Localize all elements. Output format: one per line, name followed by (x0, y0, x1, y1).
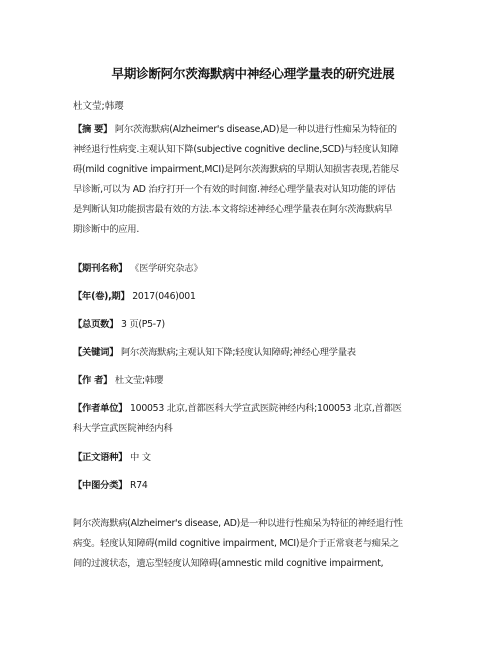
field-value: 杜文莹;韩璎 (114, 375, 164, 386)
field-authors (73, 371, 433, 391)
field-language (73, 448, 433, 468)
abstract (73, 120, 433, 240)
field-journal (73, 259, 433, 279)
abstract-text: 阿尔茨海默病(Alzheimer's disease,AD)是一种以进行性痴呆为特征的 (114, 124, 397, 135)
abstract-line: 神经退行性病变.主观认知下降(subjective cognitive decline,SCD)与轻度认知障 (73, 144, 399, 155)
abstract-line: 是判断认知功能损害最有效的方法.本文将综述神经心理学量表在阿尔茨海默病早 (73, 204, 393, 215)
field-label: 【正文语种】 (73, 452, 128, 463)
body-text (73, 514, 433, 574)
body-line: 间的过渡状态，遗忘型轻度认知障碍(amnestic mild cognitive impairment, (73, 558, 384, 569)
body-line: 病变。轻度认知障碍(mild cognitive impairment, MCI)是介于正常衰老与痴呆之 (73, 538, 399, 549)
field-label: 【期刊名称】 (73, 263, 128, 274)
abstract-line: 碍(mild cognitive impairment,MCI)是阿尔茨海默病的早期认知损害表现,若能尽 (73, 164, 399, 175)
document-authors: 杜文莹;韩璎 (73, 101, 124, 112)
field-label: 【年(卷),期】 (73, 291, 130, 302)
document-title: 早期诊断阿尔茨海默病中神经心理学量表的研究进展 (111, 66, 395, 81)
abstract-line (73, 120, 433, 140)
field-value: 《医学研究杂志》 (130, 263, 203, 274)
field-label: 【作者单位】 (73, 403, 128, 414)
field-label: 【关键词】 (73, 347, 119, 358)
field-keywords (73, 343, 433, 363)
field-label: 【作 者】 (73, 375, 113, 386)
field-label: 【中图分类】 (73, 480, 128, 491)
body-line: 阿尔茨海默病(Alzheimer's disease, AD)是一种以进行性痴呆为特征的神经退行性 (73, 518, 403, 529)
field-classification (73, 476, 433, 496)
field-volume (73, 287, 433, 307)
field-value: 科大学宣武医院神经内科 (73, 423, 173, 434)
field-value: R74 (130, 480, 148, 491)
abstract-line: 期诊断中的应用. (73, 224, 140, 235)
abstract-line: 早诊断,可以为 AD 治疗打开一个有效的时间窗.神经心理学量表对认知功能的评估 (73, 184, 396, 195)
field-affiliation (73, 399, 433, 439)
field-value: 2017(046)001 (132, 291, 196, 302)
field-value: 100053 北京,首都医科大学宣武医院神经内科;100053 北京,首都医 (130, 403, 402, 414)
field-label: 【总页数】 (73, 319, 119, 330)
abstract-label: 【摘 要】 (73, 124, 113, 135)
field-value: 3 页(P5-7) (120, 319, 165, 330)
field-value: 阿尔茨海默病;主观认知下降;轻度认知障碍;神经心理学量表 (120, 347, 356, 358)
field-value: 中 文 (130, 452, 151, 463)
field-pages (73, 315, 433, 335)
